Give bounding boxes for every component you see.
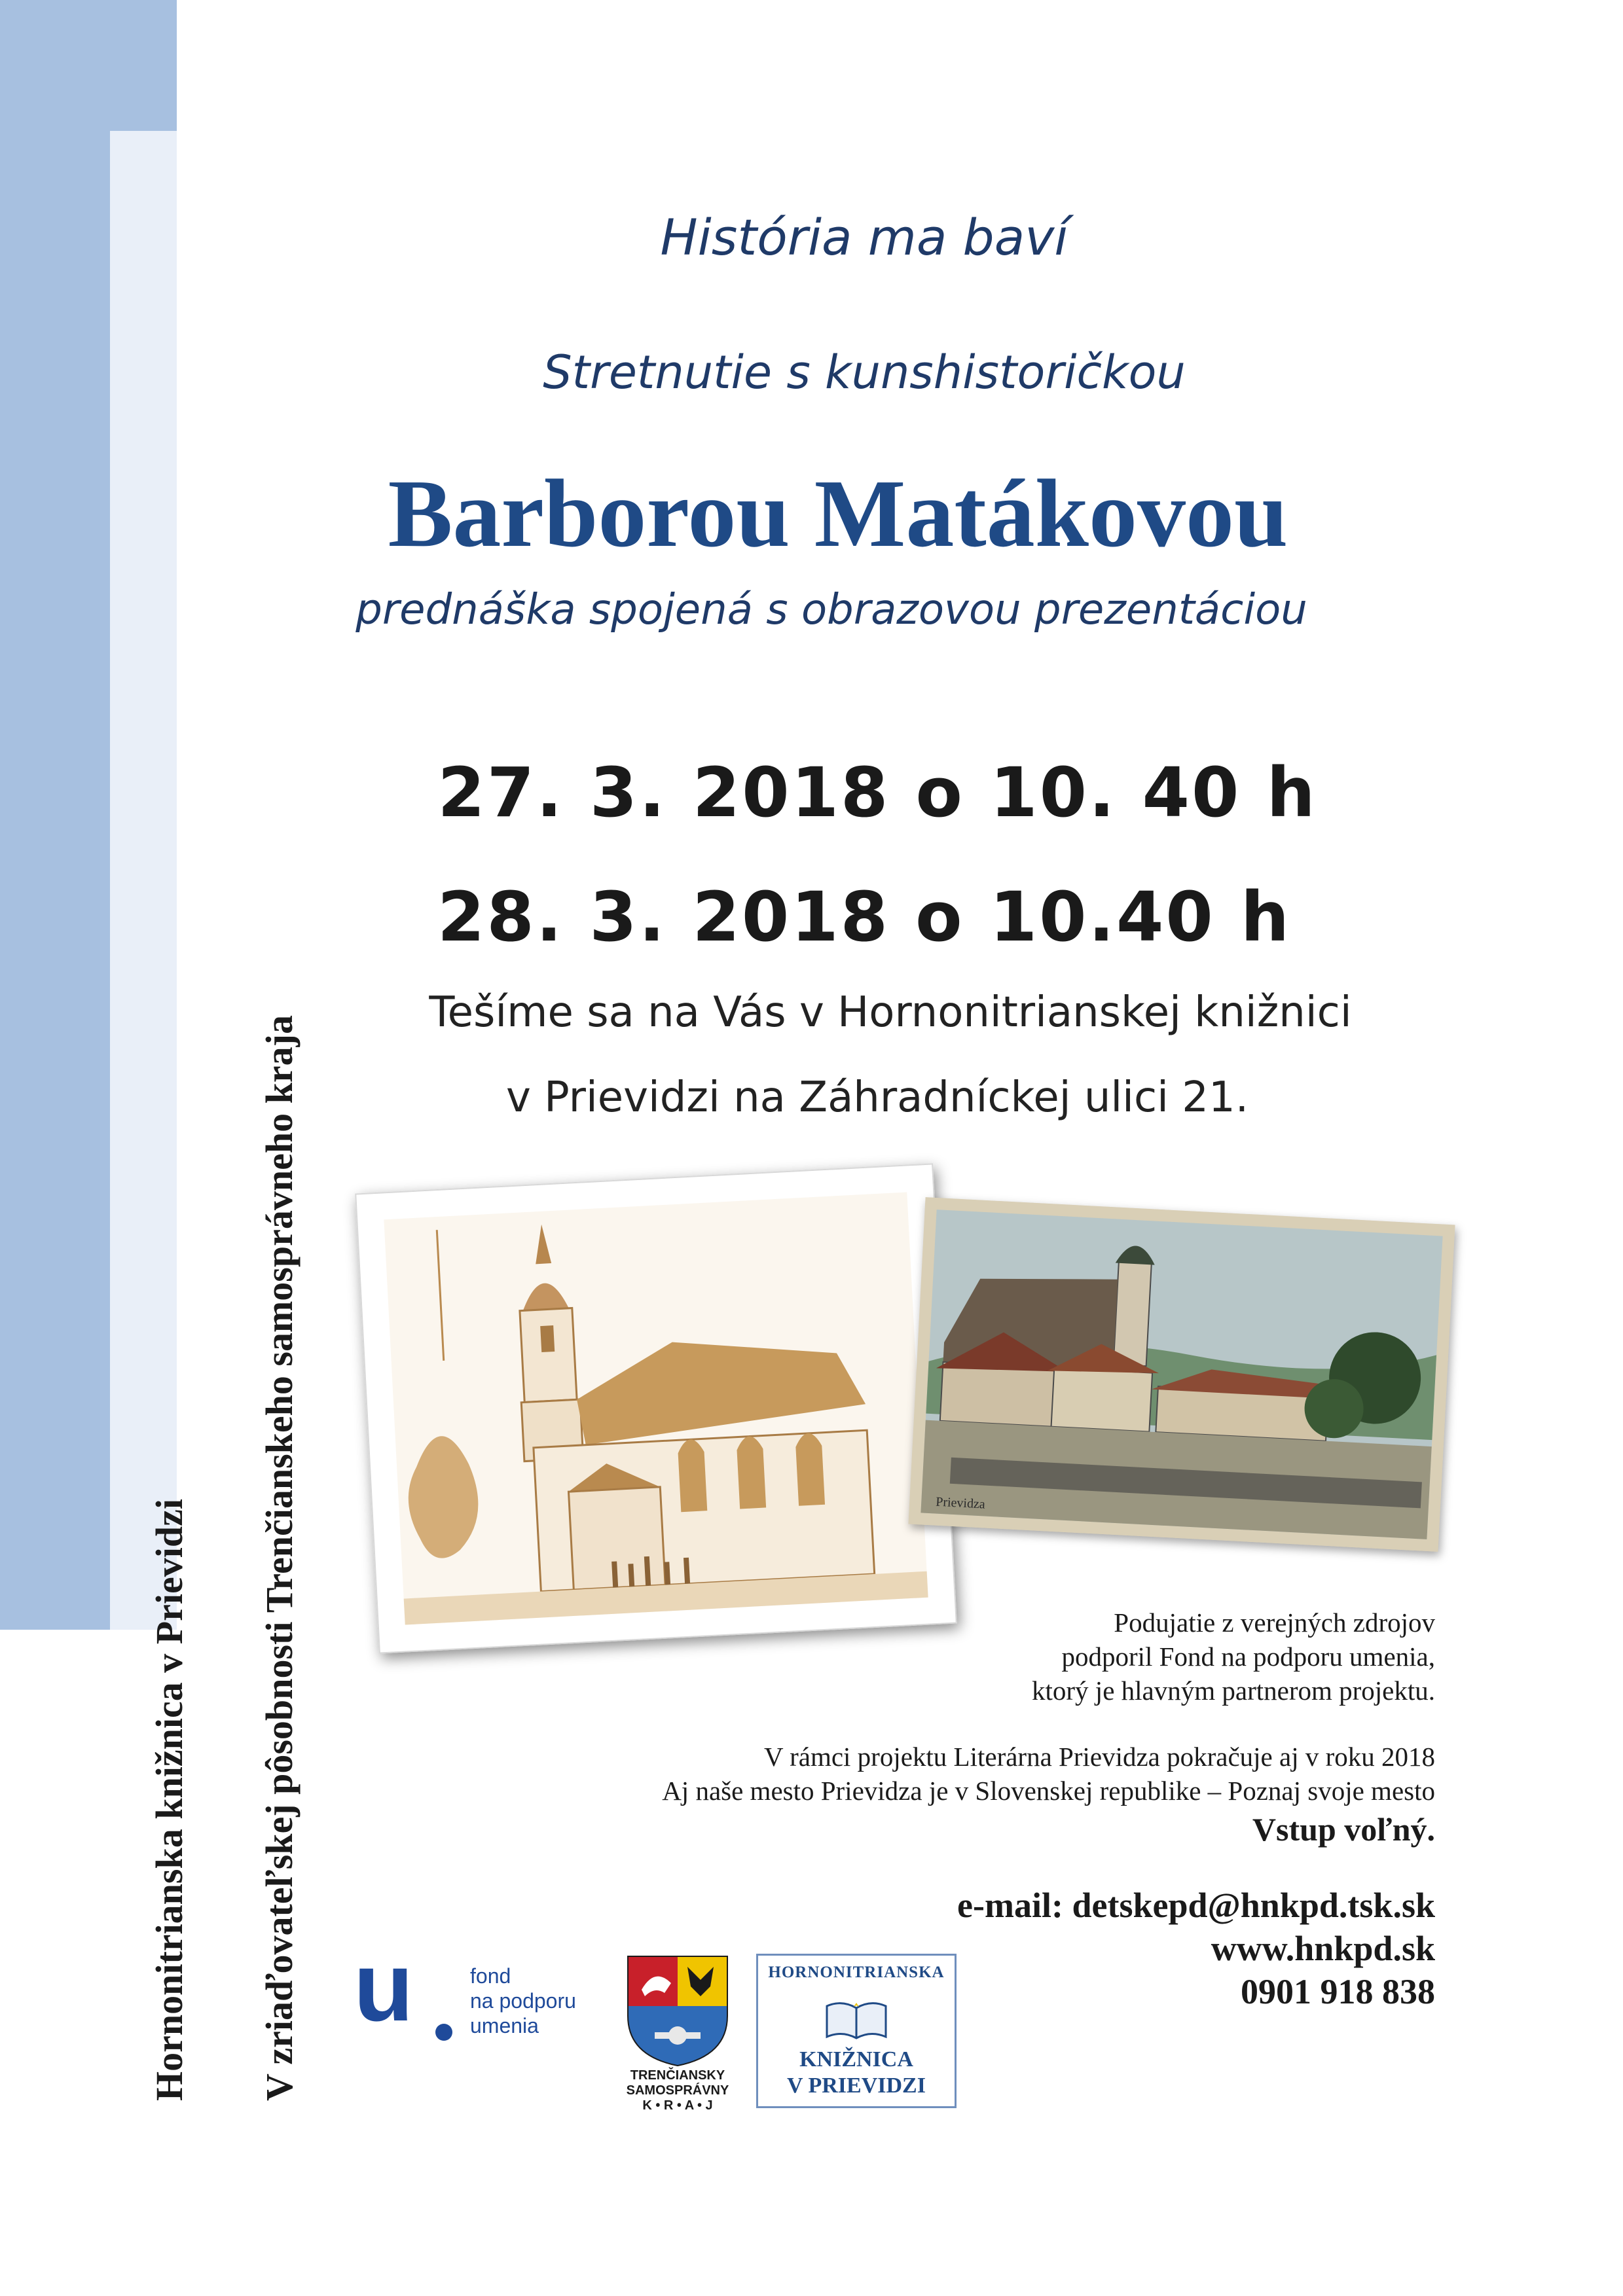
tsk-line-3: K • R • A • J	[642, 2098, 713, 2113]
series-title: História ma baví	[660, 208, 1068, 266]
fpu-wordmark	[470, 1964, 576, 2038]
town-square-postcard	[908, 1197, 1455, 1552]
fpu-letter: u	[354, 1931, 414, 2041]
meeting-line: Stretnutie s kunshistoričkou	[543, 346, 1186, 399]
organization-vertical-text: Hornonitrianska knižnica v Prievidzi	[148, 1499, 191, 2101]
welcome-line: Tešíme sa na Vás v Hornonitrianskej knižnici	[429, 988, 1352, 1037]
tsk-line-1: TRENČIANSKY	[630, 2068, 725, 2083]
funding-line-3: ktorý je hlavným partnerom projektu.	[1032, 1676, 1435, 1706]
church-sepia-photo	[355, 1163, 957, 1653]
library-logo-arc-text: HORNONITRIANSKA	[768, 1964, 945, 1981]
funding-line-1: Podujatie z verejných zdrojov	[1114, 1607, 1435, 1638]
library-logo-line-1: KNIŽNICA	[799, 2047, 913, 2072]
event-date-2: 28. 3. 2018 o 10.40 h	[437, 877, 1292, 957]
funding-line-2: podporil Fond na podporu umenia,	[1061, 1641, 1435, 1672]
postcard-caption: Prievidza	[935, 1494, 986, 1512]
event-date-1: 27. 3. 2018 o 10. 40 h	[437, 753, 1317, 833]
tsk-wordmark	[622, 2068, 733, 2113]
library-logo-line-2: V PRIEVIDZI	[787, 2073, 926, 2098]
decorative-band-light	[110, 131, 177, 1630]
contact-website[interactable]: www.hnkpd.sk	[1211, 1929, 1435, 1968]
coat-of-arms-icon	[622, 1950, 733, 2068]
speaker-name: Barborou Matákovou	[388, 460, 1288, 567]
library-logo	[756, 1954, 957, 2108]
tsk-line-2: SAMOSPRÁVNY	[626, 2083, 729, 2098]
fpu-line-3: umenia	[470, 2014, 539, 2037]
address-line: v Prievidzi na Záhradníckej ulici 21.	[505, 1073, 1249, 1122]
tsk-coat-of-arms-logo	[622, 1950, 733, 2114]
fpu-line-2: na podporu	[470, 1989, 576, 2013]
admission-free: Vstup voľný.	[1252, 1811, 1435, 1848]
project-line-2: Aj naše mesto Prievidza je v Slovenskej republike – Poznaj svoje mesto	[662, 1776, 1435, 1806]
fpu-dot	[435, 2024, 452, 2041]
contact-phone: 0901 918 838	[1241, 1972, 1435, 2011]
lecture-subtitle: prednáška spojená s obrazovou prezentáciou	[356, 586, 1307, 634]
fond-na-podporu-umenia-logo	[354, 1931, 602, 2049]
project-line-1: V rámci projektu Literárna Prievidza pokračuje aj v roku 2018	[763, 1742, 1435, 1772]
fpu-line-1: fond	[470, 1964, 511, 1988]
founder-vertical-text: V zriaďovateľskej pôsobnosti Trenčianskeho samosprávneho kraja	[258, 1015, 301, 2101]
open-book-icon	[824, 1996, 889, 2042]
contact-email[interactable]: e-mail: detskepd@hnkpd.tsk.sk	[957, 1886, 1435, 1925]
